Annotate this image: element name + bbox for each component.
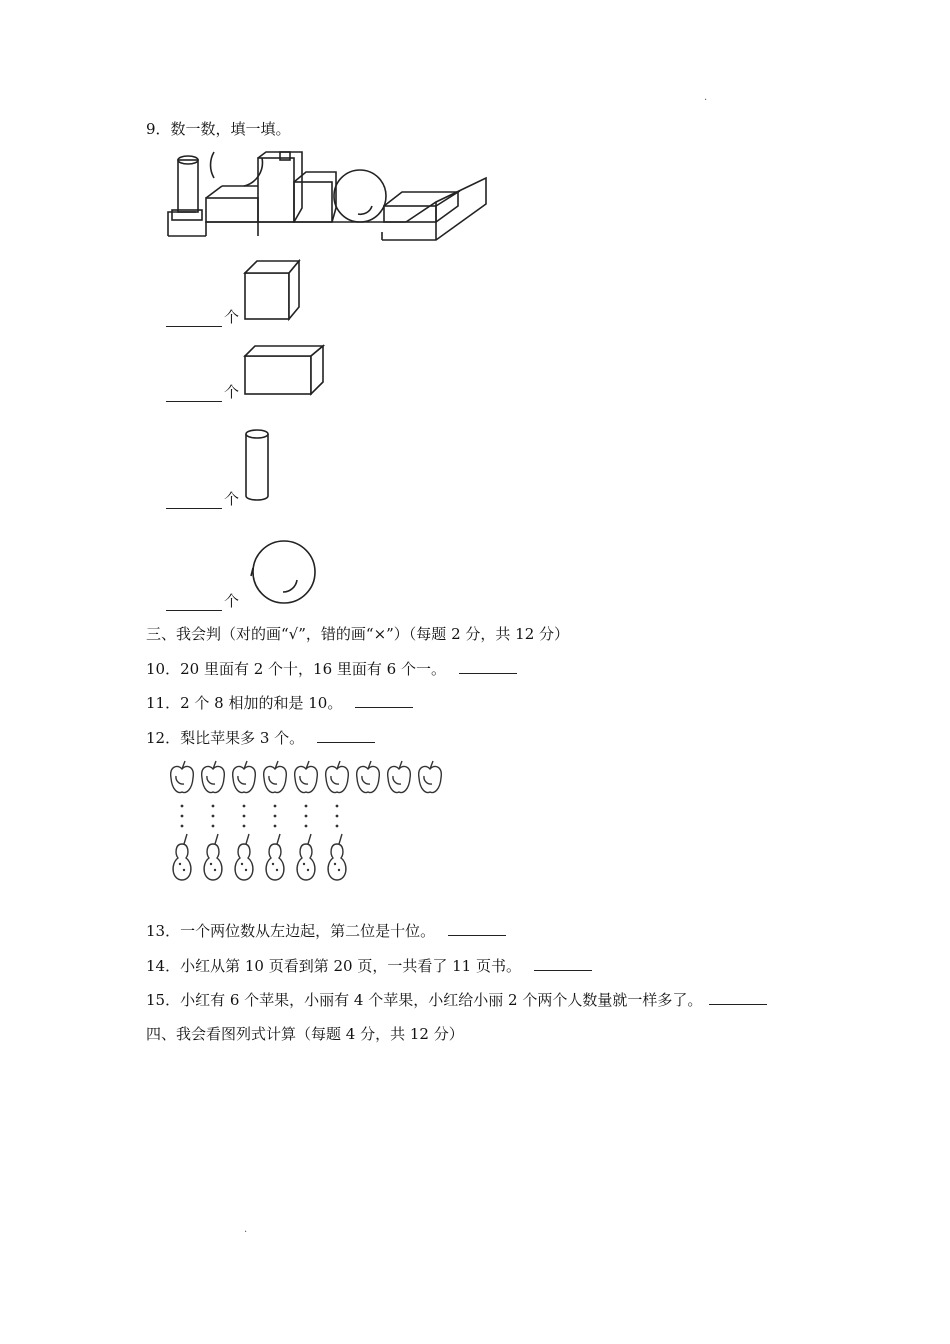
count-cuboid-answer[interactable] xyxy=(166,381,239,402)
apple-icon xyxy=(419,761,442,792)
cube-icon xyxy=(243,259,303,321)
answer-blank[interactable] xyxy=(166,507,222,509)
question-13 xyxy=(146,921,506,941)
page-mark-bottom: . xyxy=(244,1224,248,1235)
pear-icon xyxy=(235,805,253,880)
pear-icon xyxy=(204,805,222,880)
answer-blank[interactable] xyxy=(166,325,222,327)
question-12-answer-blank[interactable] xyxy=(317,728,375,743)
question-11-text: 11．2 个 8 相加的和是 10。 xyxy=(146,694,343,712)
unit-label: 个 xyxy=(224,592,240,610)
shapes-shelf-figure xyxy=(166,148,490,244)
unit-label: 个 xyxy=(224,490,240,508)
question-14 xyxy=(146,956,592,976)
question-14-text: 14．小红从第 10 页看到第 20 页，一共看了 11 页书。 xyxy=(146,957,521,975)
question-10-answer-blank[interactable] xyxy=(459,659,517,674)
section-4-heading: 四、我会看图列式计算（每题 4 分，共 12 分） xyxy=(146,1025,464,1043)
question-11 xyxy=(146,693,413,713)
question-15-answer-blank[interactable] xyxy=(709,990,767,1005)
question-10-text: 10．20 里面有 2 个十，16 里面有 6 个一。 xyxy=(146,660,446,678)
cylinder-icon xyxy=(243,428,271,502)
question-12 xyxy=(146,728,375,748)
count-sphere-answer[interactable] xyxy=(166,590,239,611)
apple-icon xyxy=(233,761,256,792)
page-mark-top: . xyxy=(704,92,708,103)
answer-blank[interactable] xyxy=(166,609,222,611)
unit-label: 个 xyxy=(224,383,240,401)
count-cube-answer[interactable] xyxy=(166,306,239,327)
unit-label: 个 xyxy=(224,308,240,326)
apple-icon xyxy=(357,761,380,792)
sphere-icon xyxy=(249,538,319,606)
question-15 xyxy=(146,990,767,1010)
question-15-text: 15．小红有 6 个苹果，小丽有 4 个苹果，小红给小丽 2 个两个人数量就一样多了。 xyxy=(146,991,703,1009)
question-10 xyxy=(146,659,517,679)
apple-icon xyxy=(388,761,411,792)
question-14-answer-blank[interactable] xyxy=(534,956,592,971)
question-13-text: 13．一个两位数从左边起，第二位是十位。 xyxy=(146,922,436,940)
q9-title: 9．数一数，填一填。 xyxy=(146,120,291,138)
section-3-heading: 三、我会判（对的画“√”，错的画“×”）（每题 2 分，共 12 分） xyxy=(146,625,570,643)
apple-icon xyxy=(295,761,318,792)
question-13-answer-blank[interactable] xyxy=(448,921,506,936)
cuboid-icon xyxy=(243,344,325,396)
apple-icon xyxy=(171,761,194,792)
pear-icon xyxy=(173,805,191,880)
count-cylinder-answer[interactable] xyxy=(166,488,239,509)
answer-blank[interactable] xyxy=(166,400,222,402)
apples-pears-figure xyxy=(162,760,452,890)
pear-icon xyxy=(297,805,315,880)
apple-icon xyxy=(326,761,349,792)
pear-icon xyxy=(328,805,346,880)
question-11-answer-blank[interactable] xyxy=(355,693,413,708)
question-12-text: 12．梨比苹果多 3 个。 xyxy=(146,729,305,747)
apple-icon xyxy=(264,761,287,792)
apple-icon xyxy=(202,761,225,792)
pear-icon xyxy=(266,805,284,880)
